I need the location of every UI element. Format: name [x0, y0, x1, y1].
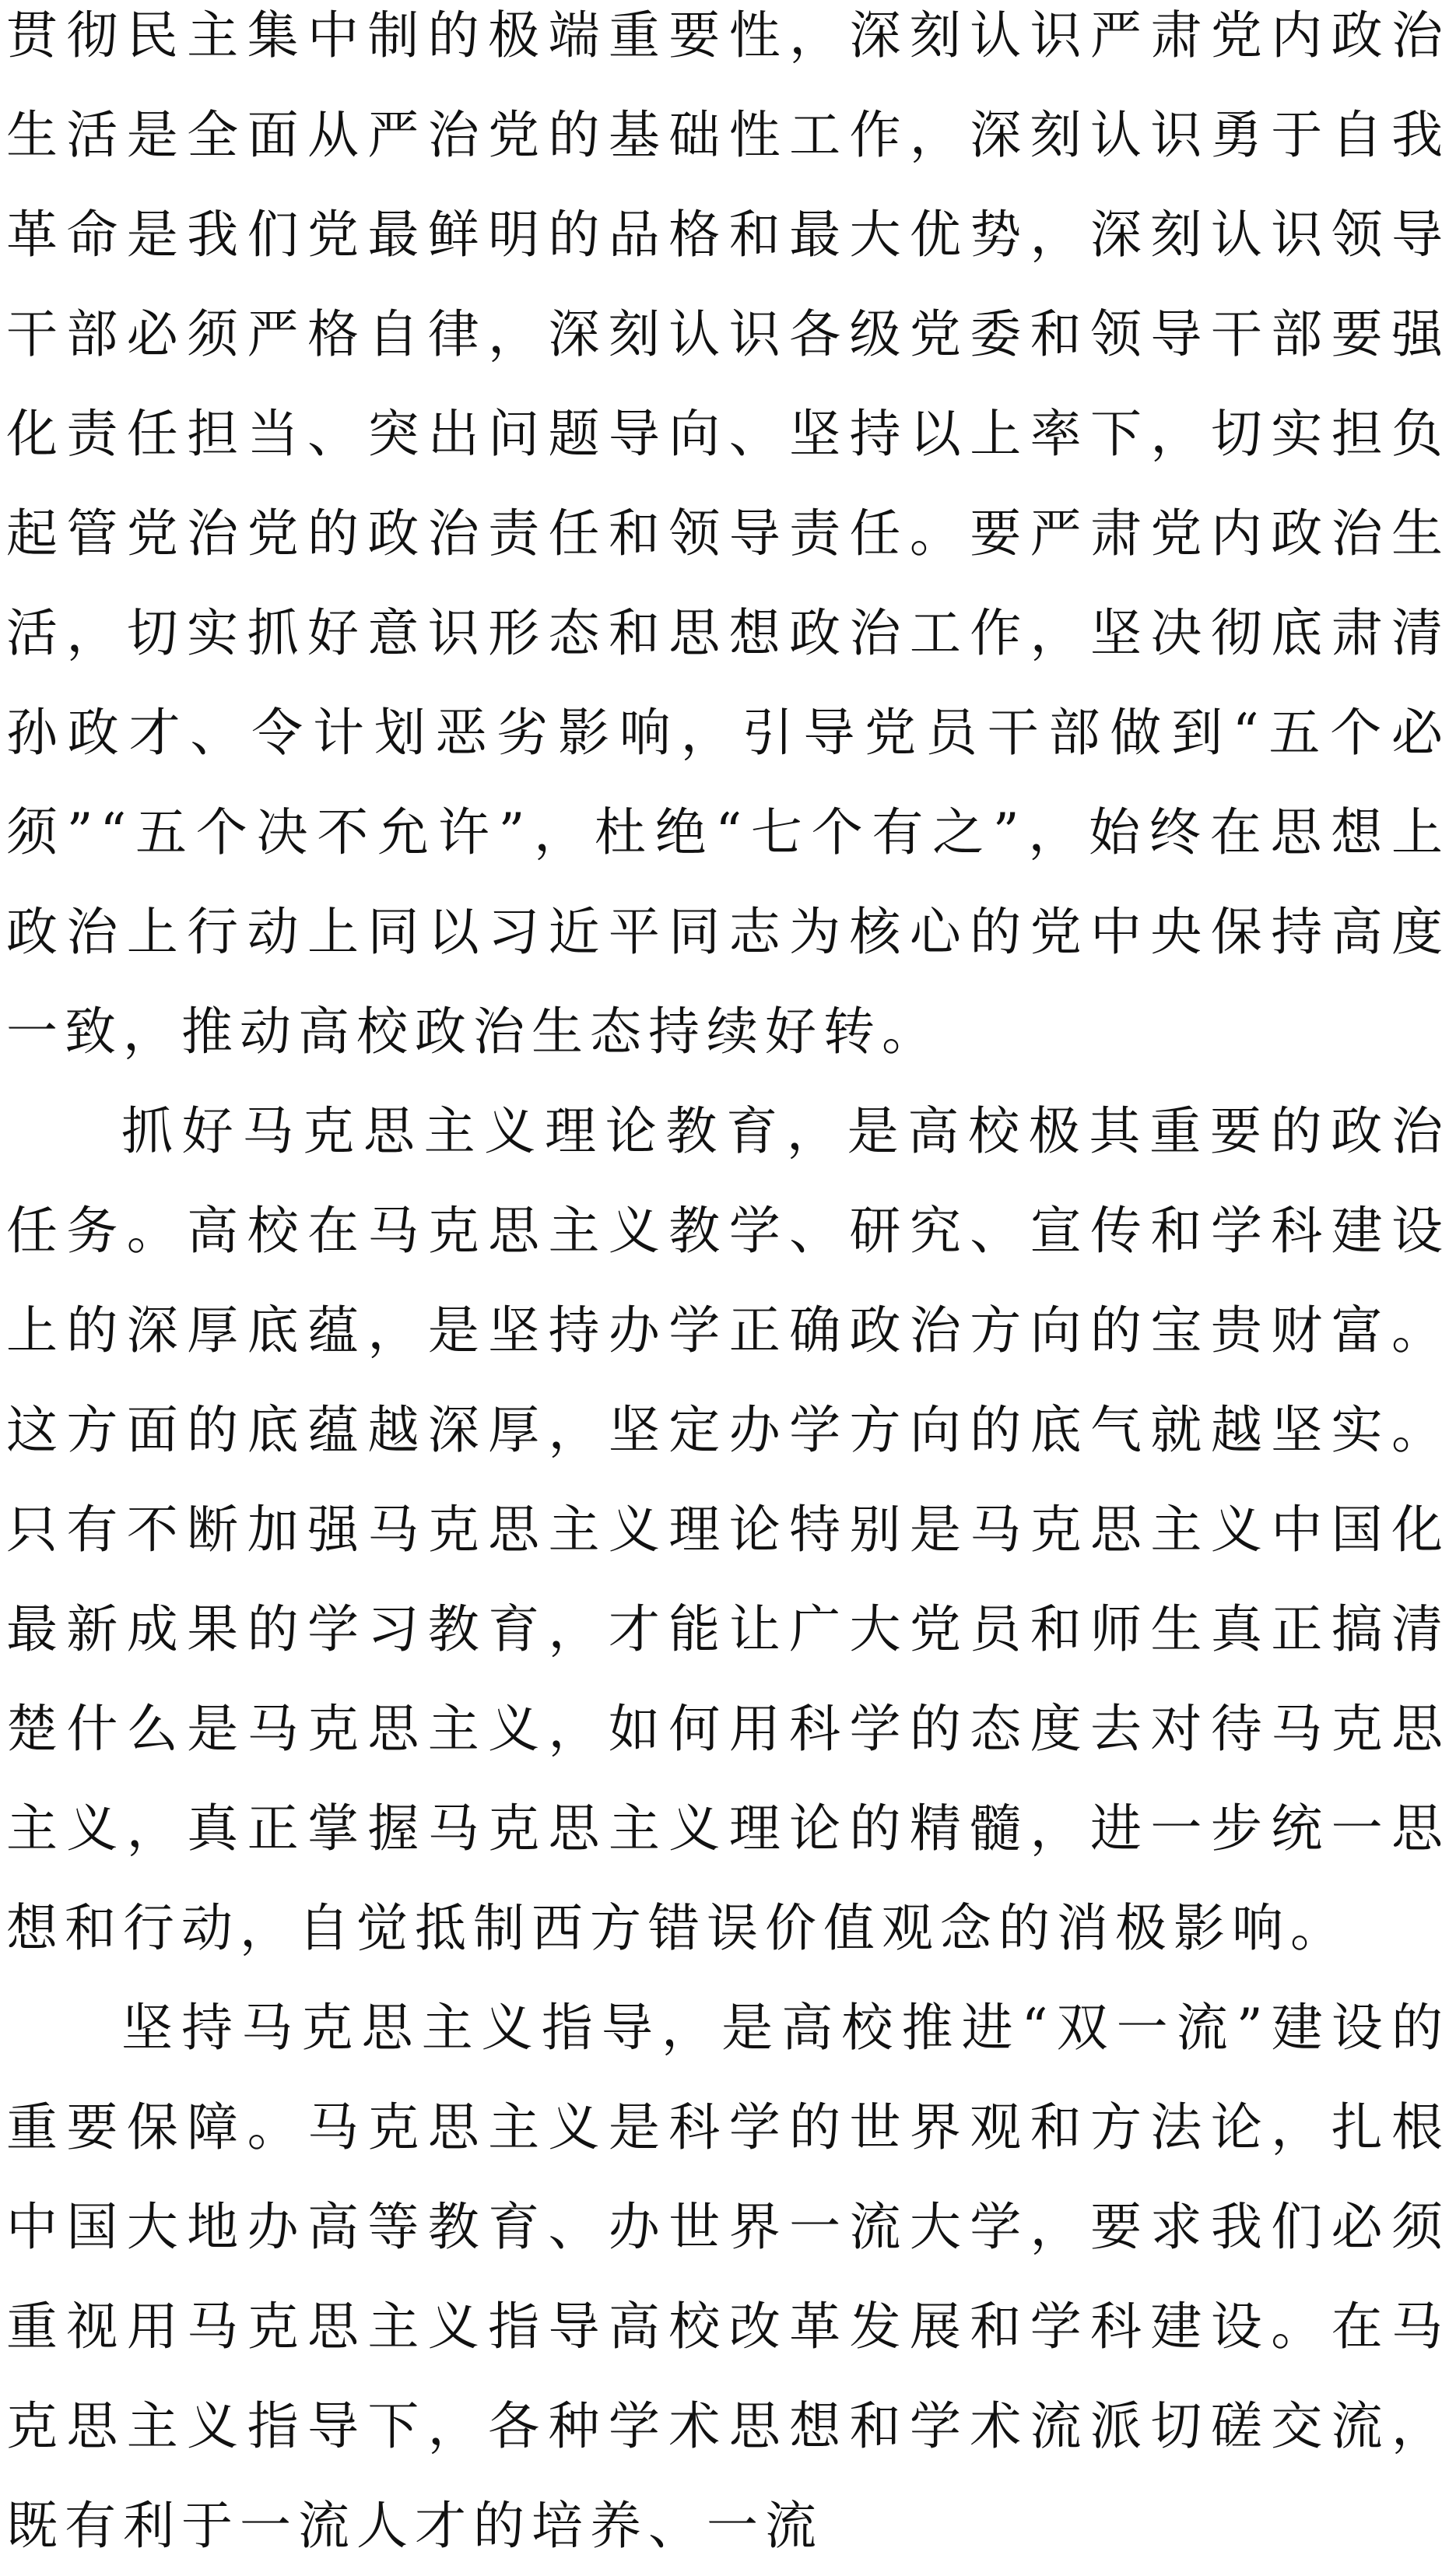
paragraph-1: 贯彻民主集中制的极端重要性，深刻认识严肃党内政治生活是全面从严治党的基础性工作，深刻认识勇于自我革命是我们党最鲜明的品格和最大优势，深刻认识领导干部必须严格自律，深刻认识各级党委和领导干部要强化责任担当、突出问题导向、坚持以上率下，切实担负起管党治党的政治责任和领导责任。要严肃党内政治生活，切实抓好意识形态和思想政治工作，坚决彻底肃清孙政才、令计划恶劣影响，引导党员干部做到“五个必须”“五个决不允许”，杜绝“七个有之”，始终在思想上政治上行动上同以习近平同志为核心的党中央保持高度一致，推动高校政治生态持续好转。 — [6, 5, 1450, 1062]
paragraph-3: 坚持马克思主义指导，是高校推进“双一流”建设的重要保障。马克思主义是科学的世界观和方法论，扎根中国大地办高等教育、办世界一流大学，要求我们必须重视用马克思主义指导高校改革发展和学科建设。在马克思主义指导下，各种学术思想和学术流派切磋交流，既有利于一流人才的培养、一流 — [6, 1998, 1450, 2556]
paragraph-2: 抓好马克思主义理论教育，是高校极其重要的政治任务。高校在马克思主义教学、研究、宣传和学科建设上的深厚底蕴，是坚持办学正确政治方向的宝贵财富。这方面的底蕴越深厚，坚定办学方向的底气就越坚实。只有不断加强马克思主义理论特别是马克思主义中国化最新成果的学习教育，才能让广大党员和师生真正搞清楚什么是马克思主义，如何用科学的态度去对待马克思主义，真正掌握马克思主义理论的精髓，进一步统一思想和行动，自觉抵制西方错误价值观念的消极影响。 — [6, 1101, 1450, 1958]
